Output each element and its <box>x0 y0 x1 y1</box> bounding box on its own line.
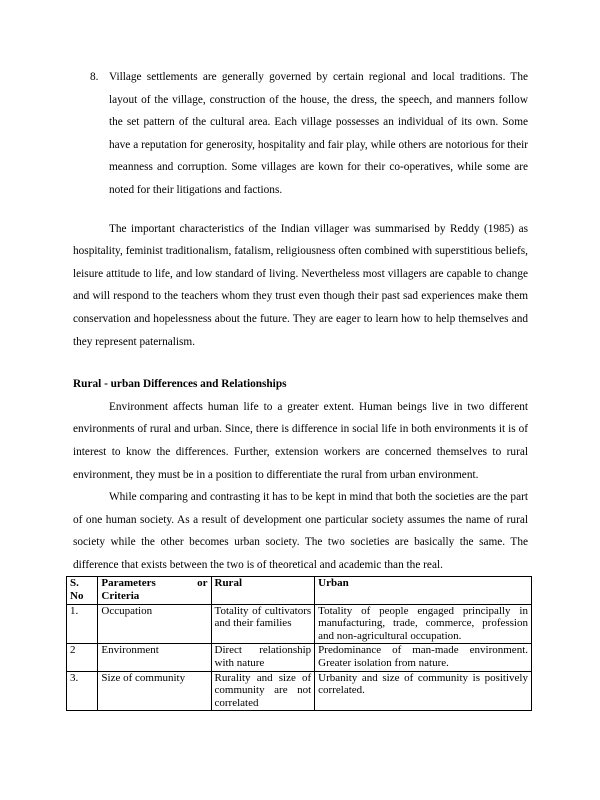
cell-param: Occupation <box>98 604 211 644</box>
paragraph-comparing: While comparing and contrasting it has to be kept in mind that both the societies are the part of one human society. As a result of development one particular society assumes the name of rural society while the other becomes urban society. The two societies are basically the same. The difference that exists between the two is of theoretical and academic than the real. <box>73 491 528 571</box>
cell-sno: 1. <box>67 604 98 644</box>
item-number: 8. <box>90 71 99 83</box>
document-page <box>70 66 528 711</box>
section-heading: Rural - urban Differences and Relationships <box>73 378 287 391</box>
paragraph-environment: Environment affects human life to a greater extent. Human beings live in two different environments of rural and urban. Since, there is difference in social life in both environments it is of interest to know the differences. Further, extension workers are concerned themselves to rural environment, they must be in a position to differentiate the rural from urban environment. <box>73 400 528 481</box>
cell-urban: Predominance of man-made environment. Greater isolation from nature. <box>315 644 532 671</box>
header-or-word: or <box>197 577 208 590</box>
cell-rural: Totality of cultivators and their families <box>211 604 315 644</box>
cell-param: Environment <box>98 644 211 671</box>
header-sno: S. No <box>67 577 98 604</box>
header-urban: Urban <box>315 577 532 604</box>
cell-sno: 2 <box>67 644 98 671</box>
cell-rural: Rurality and size of community are not correlated <box>211 671 315 711</box>
cell-param: Size of community <box>98 671 211 711</box>
table-header-row <box>67 577 532 604</box>
cell-urban: Totality of people engaged principally in manufacturing, trade, commerce, profession and non-agricultural occupation. <box>315 604 532 644</box>
header-parameters-word: Parameters <box>101 577 156 590</box>
header-parameters <box>98 577 211 604</box>
comparison-table <box>66 576 532 711</box>
item-text: Village settlements are generally governed by certain regional and local traditions. The layout of the village, construction of the house, the dress, the speech, and manners follow the set pattern of the cultural area. Each village possesses an individual of its own. Some have a reputation for generosity, hospitality and fair play, while others are notorious for their meanness and corruption. Some villages are kown for their co-operatives, while some are noted for their litigations and factions. <box>109 71 528 196</box>
cell-sno: 3. <box>67 671 98 711</box>
table-row <box>67 604 532 644</box>
paragraph-characteristics: The important characteristics of the Indian villager was summarised by Reddy (1985) as hospitality, feminist traditionalism, fatalism, religiousness often combined with superstitious beliefs, leisure attitude to life, and low standard of living. Nevertheless most villagers are capable to change and will respond to the teachers whom they trust even though their past sad experiences make them conservation and hopelessness about the future. They are eager to learn how to help themselves and they represent paternalism. <box>73 222 528 348</box>
header-rural: Rural <box>211 577 315 604</box>
table-row <box>67 644 532 671</box>
numbered-item-8 <box>73 66 528 202</box>
header-criteria-word: Criteria <box>101 590 140 603</box>
table-row <box>67 671 532 711</box>
cell-urban: Urbanity and size of community is positively correlated. <box>315 671 532 711</box>
cell-rural: Direct relationship with nature <box>211 644 315 671</box>
